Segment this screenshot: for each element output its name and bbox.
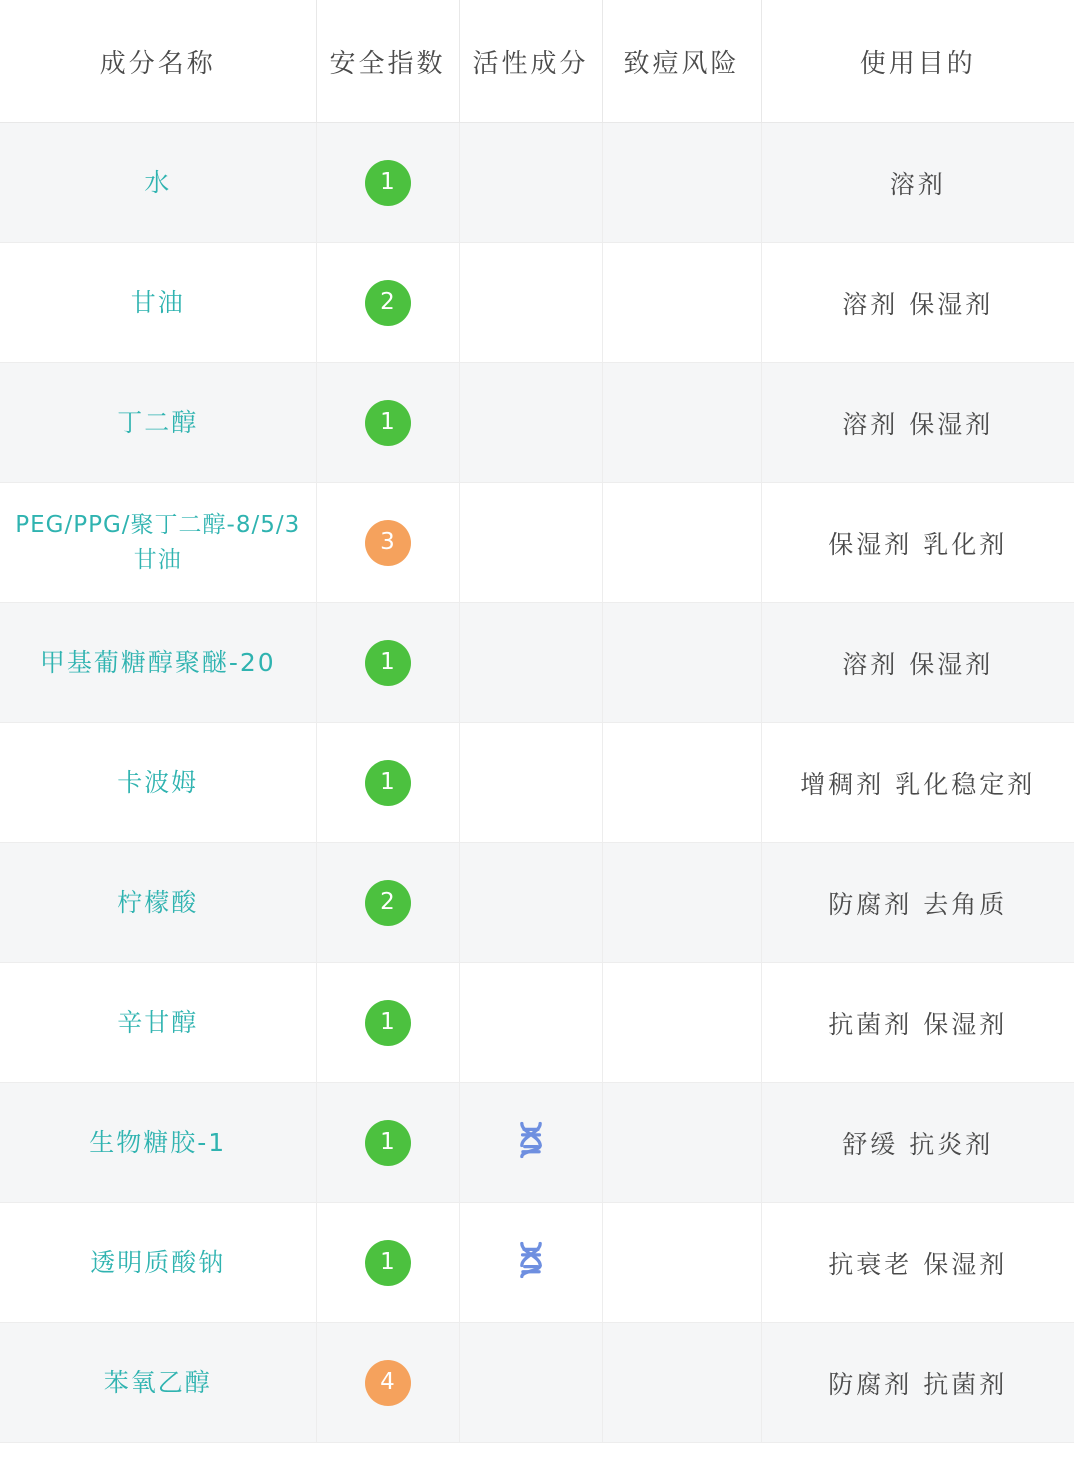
safety-index-cell bbox=[316, 963, 459, 1083]
table-header bbox=[0, 0, 1074, 123]
active-ingredient-cell bbox=[459, 963, 602, 1083]
ingredient-name-cell bbox=[0, 243, 316, 363]
ingredient-name: 甲基葡糖醇聚醚-20 bbox=[39, 647, 276, 677]
safety-index-cell bbox=[316, 603, 459, 723]
acne-risk-cell bbox=[602, 1203, 761, 1323]
ingredient-name-cell bbox=[0, 603, 316, 723]
ingredient-name-cell bbox=[0, 963, 316, 1083]
purpose-cell bbox=[761, 243, 1074, 363]
acne-risk-cell bbox=[602, 963, 761, 1083]
safety-index-cell bbox=[316, 1323, 459, 1443]
ingredient-name-cell bbox=[0, 483, 316, 603]
purpose-cell bbox=[761, 123, 1074, 243]
purpose-cell bbox=[761, 1083, 1074, 1203]
purpose-cell bbox=[761, 843, 1074, 963]
ingredient-name: 柠檬酸 bbox=[117, 887, 199, 917]
active-ingredient-cell bbox=[459, 1323, 602, 1443]
acne-risk-cell bbox=[602, 1323, 761, 1443]
purpose-text: 防腐剂 去角质 bbox=[828, 889, 1008, 919]
safety-index-cell bbox=[316, 723, 459, 843]
purpose-cell bbox=[761, 1323, 1074, 1443]
acne-risk-cell bbox=[602, 483, 761, 603]
purpose-text: 保湿剂 乳化剂 bbox=[828, 529, 1008, 559]
ingredient-name: 丁二醇 bbox=[117, 407, 199, 437]
table-row[interactable] bbox=[0, 1083, 1074, 1203]
active-ingredient-cell bbox=[459, 243, 602, 363]
ingredient-name-cell bbox=[0, 363, 316, 483]
table-body bbox=[0, 123, 1074, 1443]
purpose-cell bbox=[761, 1203, 1074, 1323]
column-header-safety: 安全指数 bbox=[316, 0, 459, 123]
acne-risk-cell bbox=[602, 723, 761, 843]
ingredient-name: 卡波姆 bbox=[117, 767, 199, 797]
safety-badge: 1 bbox=[365, 160, 411, 206]
active-ingredient-cell bbox=[459, 123, 602, 243]
active-ingredient-cell bbox=[459, 1083, 602, 1203]
ingredient-name-cell bbox=[0, 1203, 316, 1323]
safety-index-cell bbox=[316, 483, 459, 603]
dna-icon bbox=[509, 1269, 553, 1286]
dna-icon bbox=[509, 1149, 553, 1166]
column-header-purpose: 使用目的 bbox=[761, 0, 1074, 123]
acne-risk-cell bbox=[602, 243, 761, 363]
safety-index-cell bbox=[316, 243, 459, 363]
acne-risk-cell bbox=[602, 1083, 761, 1203]
safety-badge: 1 bbox=[365, 640, 411, 686]
purpose-cell bbox=[761, 963, 1074, 1083]
purpose-text: 增稠剂 乳化稳定剂 bbox=[800, 769, 1036, 799]
purpose-text: 溶剂 bbox=[889, 169, 946, 199]
ingredient-name: PEG/PPG/聚丁二醇-8/5/3 甘油 bbox=[15, 512, 301, 573]
purpose-text: 舒缓 抗炎剂 bbox=[842, 1129, 994, 1159]
active-ingredient-cell bbox=[459, 843, 602, 963]
table-row[interactable] bbox=[0, 363, 1074, 483]
ingredient-name-cell bbox=[0, 1083, 316, 1203]
purpose-text: 溶剂 保湿剂 bbox=[842, 649, 994, 679]
active-ingredient-cell bbox=[459, 723, 602, 843]
ingredient-name-cell bbox=[0, 843, 316, 963]
safety-badge: 2 bbox=[365, 280, 411, 326]
table-row[interactable] bbox=[0, 723, 1074, 843]
safety-badge: 3 bbox=[365, 520, 411, 566]
ingredient-name: 水 bbox=[144, 167, 172, 197]
table-header-row bbox=[0, 0, 1074, 123]
table-row[interactable] bbox=[0, 483, 1074, 603]
safety-badge: 1 bbox=[365, 1240, 411, 1286]
table-row[interactable] bbox=[0, 843, 1074, 963]
ingredient-name-cell bbox=[0, 123, 316, 243]
safety-index-cell bbox=[316, 843, 459, 963]
purpose-cell bbox=[761, 723, 1074, 843]
ingredient-name-cell bbox=[0, 1323, 316, 1443]
purpose-text: 溶剂 保湿剂 bbox=[842, 409, 994, 439]
column-header-active: 活性成分 bbox=[459, 0, 602, 123]
active-ingredient-cell bbox=[459, 1203, 602, 1323]
column-header-name: 成分名称 bbox=[0, 0, 316, 123]
ingredient-name: 生物糖胶-1 bbox=[89, 1127, 227, 1157]
column-header-acne: 致痘风险 bbox=[602, 0, 761, 123]
safety-badge: 1 bbox=[365, 760, 411, 806]
purpose-text: 抗衰老 保湿剂 bbox=[828, 1249, 1008, 1279]
active-ingredient-cell bbox=[459, 363, 602, 483]
acne-risk-cell bbox=[602, 123, 761, 243]
table-row[interactable] bbox=[0, 1323, 1074, 1443]
ingredient-name: 苯氧乙醇 bbox=[103, 1367, 212, 1397]
safety-index-cell bbox=[316, 123, 459, 243]
safety-badge: 2 bbox=[365, 880, 411, 926]
acne-risk-cell bbox=[602, 843, 761, 963]
safety-badge: 1 bbox=[365, 1120, 411, 1166]
purpose-text: 防腐剂 抗菌剂 bbox=[828, 1369, 1008, 1399]
purpose-text: 抗菌剂 保湿剂 bbox=[828, 1009, 1008, 1039]
safety-index-cell bbox=[316, 1203, 459, 1323]
safety-index-cell bbox=[316, 1083, 459, 1203]
ingredient-name: 甘油 bbox=[130, 287, 185, 317]
purpose-text: 溶剂 保湿剂 bbox=[842, 289, 994, 319]
safety-badge: 4 bbox=[365, 1360, 411, 1406]
table-row[interactable] bbox=[0, 963, 1074, 1083]
ingredient-name-cell bbox=[0, 723, 316, 843]
purpose-cell bbox=[761, 363, 1074, 483]
ingredient-name: 透明质酸钠 bbox=[90, 1247, 226, 1277]
active-ingredient-cell bbox=[459, 483, 602, 603]
ingredient-name: 辛甘醇 bbox=[117, 1007, 199, 1037]
safety-index-cell bbox=[316, 363, 459, 483]
acne-risk-cell bbox=[602, 363, 761, 483]
acne-risk-cell bbox=[602, 603, 761, 723]
table-row[interactable] bbox=[0, 243, 1074, 363]
active-ingredient-cell bbox=[459, 603, 602, 723]
purpose-cell bbox=[761, 483, 1074, 603]
safety-badge: 1 bbox=[365, 400, 411, 446]
purpose-cell bbox=[761, 603, 1074, 723]
table-row[interactable] bbox=[0, 1203, 1074, 1323]
safety-badge: 1 bbox=[365, 1000, 411, 1046]
table-row[interactable] bbox=[0, 123, 1074, 243]
table-row[interactable] bbox=[0, 603, 1074, 723]
